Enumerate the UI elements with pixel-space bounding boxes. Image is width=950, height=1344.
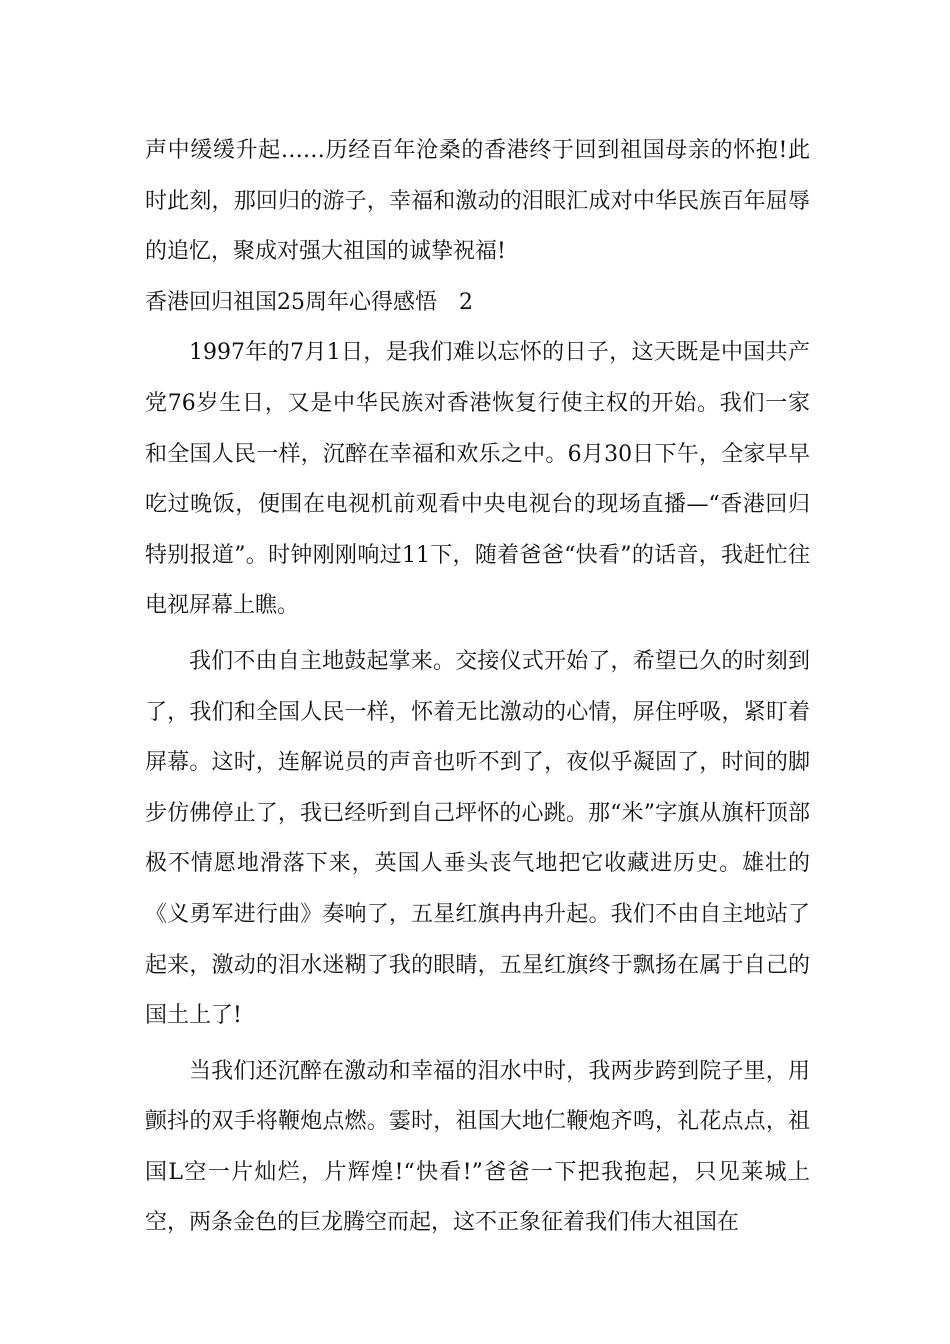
paragraph-continuation: 声中缓缓升起……历经百年沧桑的香港终于回到祖国母亲的怀抱!此时此刻，那回归的游子，幸福和激动的泪眼汇成对中华民族百年屈辱的追忆，聚成对强大祖国的诚挚祝福! [145, 138, 810, 265]
paragraph: 当我们还沉醉在激动和幸福的泪水中时，我两步跨到院子里，用颤抖的双手将鞭炮点燃。霎时，祖国大地仁鞭炮齐鸣，礼花点点，祖国L空一片灿烂，片辉煌!“快看!”爸爸一下把我抱起，只见莱城上空，两条金色的巨龙腾空而起，这不正象征着我们伟大祖国在 [145, 1058, 810, 1236]
paragraph: 1997年的7月1日，是我们难以忘怀的日子，这天既是中国共产党76岁生日，又是中华民族对香港恢复行使主权的开始。我们一家和全国人民一样，沉醉在幸福和欢乐之中。6月30日下午，全家早早吃过晚饭，便围在电视机前观看中央电视台的现场直播—“香港回归特别报道”。时钟刚刚响过11下，随着爸爸“快看”的话音，我赶忙往电视屏幕上瞧。 [145, 340, 810, 619]
document-body [145, 126, 810, 1249]
paragraph: 我们不由自主地鼓起掌来。交接仪式开始了，希望已久的时刻到了，我们和全国人民一样，怀着无比激动的心情，屏住呼吸，紧盯着屏幕。这时，连解说员的声音也听不到了，夜似乎凝固了，时间的脚步仿佛停止了，我已经听到自己坪怀的心跳。那“米”字旗从旗杆顶部极不情愿地滑落下来，英国人垂头丧气地把它收藏进历史。雄壮的《义勇军进行曲》奏响了，五星红旗冉冉升起。我们不由自主地站了起来，激动的泪水迷糊了我的眼睛，五星红旗终于飘扬在属于自己的国土上了! [145, 648, 810, 1029]
section-heading: 香港回归祖国25周年心得感悟 2 [145, 289, 473, 315]
